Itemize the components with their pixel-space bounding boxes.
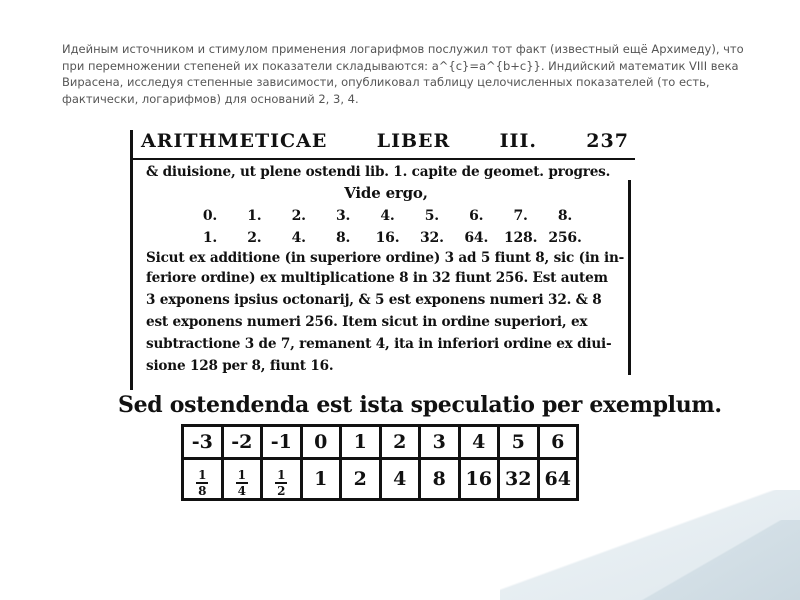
book-text-line: subtractione 3 de 7, remanent 4, ita in inferiori ordine ex diui- — [146, 336, 612, 352]
exponent-power-table — [181, 424, 579, 501]
fraction-denominator: 8 — [198, 483, 207, 498]
table-cell-fraction — [222, 459, 262, 500]
table-cell: 4 — [380, 459, 420, 500]
exponent-value: 7. — [513, 208, 528, 224]
header-roman-text: III. — [499, 130, 537, 152]
table-cell: 1 — [301, 459, 341, 500]
table-cell: 64 — [538, 459, 578, 500]
fraction-denominator: 2 — [277, 483, 286, 498]
power-value: 128. — [503, 230, 538, 246]
exponent-value: 2. — [291, 208, 306, 224]
fraction-numerator: 1 — [277, 467, 286, 482]
table-cell: -3 — [183, 426, 223, 459]
table-row — [183, 459, 578, 500]
page-left-rule — [130, 130, 133, 390]
table-cell: -2 — [222, 426, 262, 459]
exponent-value: 8. — [557, 208, 573, 224]
table-cell-fraction — [262, 459, 302, 500]
decorative-corner-shape-dark — [620, 520, 800, 600]
exponent-value: 0. — [202, 208, 218, 224]
power-value: 4. — [291, 230, 306, 246]
power-value: 1. — [202, 230, 218, 246]
table-cell: 5 — [499, 426, 539, 459]
page-running-header — [141, 130, 629, 160]
table-cell: 16 — [459, 459, 499, 500]
exponent-value: 1. — [247, 208, 262, 224]
fraction-numerator: 1 — [198, 467, 207, 482]
exponent-value: 5. — [424, 208, 439, 224]
power-value: 16. — [375, 230, 400, 246]
exponent-value: 6. — [469, 208, 484, 224]
exponents-row — [190, 208, 585, 224]
power-value: 32. — [419, 230, 444, 246]
table-cell-fraction — [183, 459, 223, 500]
table-cell: 2 — [341, 459, 381, 500]
power-value: 256. — [548, 230, 582, 246]
fraction-denominator: 4 — [237, 483, 246, 498]
header-center-text: LIBER — [376, 130, 451, 152]
book-text-line: feriore ordine) ex multiplicatione 8 in 32 fiunt 256. Est autem — [146, 270, 608, 286]
book-text-line: Sicut ex additione (in superiore ordine) 3 ad 5 fiunt 8, sic (in in- — [146, 250, 625, 266]
book-text-line: Vide ergo, — [344, 184, 428, 202]
fraction-numerator: 1 — [237, 467, 246, 482]
book-text-line: est exponens numeri 256. Item sicut in ordine superiori, ex — [146, 314, 588, 330]
table-cell: 8 — [420, 459, 460, 500]
table-cell: 2 — [380, 426, 420, 459]
example-heading: Sed ostendenda est ista speculatio per exemplum. — [118, 392, 722, 418]
table-cell: 32 — [499, 459, 539, 500]
power-value: 8. — [336, 230, 351, 246]
table-cell: 4 — [459, 426, 499, 459]
book-text-line: 3 exponens ipsius octonarij, & 5 est exponens numeri 32. & 8 — [146, 292, 602, 308]
power-value: 2. — [247, 230, 262, 246]
header-underline — [130, 158, 635, 160]
table-cell: 0 — [301, 426, 341, 459]
table-cell: 1 — [341, 426, 381, 459]
page-number: 237 — [586, 130, 629, 152]
page-right-rule — [628, 180, 631, 375]
header-left-text: ARITHMETICAE — [141, 130, 328, 152]
book-text-line: & diuisione, ut plene ostendi lib. 1. capite de geomet. progres. — [146, 164, 611, 180]
power-value: 64. — [464, 230, 489, 246]
book-text-line: sione 128 per 8, fiunt 16. — [146, 358, 334, 374]
intro-paragraph: Идейным источником и стимулом применения логарифмов послужил тот факт (известный ещё Архимеду), что при перемножении степеней их показатели складываются: a^{c}=a^{b+c}}. Индийский математик VIII века Вирасена, исследуя степенные зависимости, опубликовал таблицу целочисленных показателей (то есть, фактически, логарифмов) для оснований 2, 3, 4. — [62, 42, 744, 106]
table-cell: -1 — [262, 426, 302, 459]
powers-row — [190, 230, 585, 246]
exponent-value: 3. — [336, 208, 351, 224]
table-row — [183, 426, 578, 459]
table-cell: 6 — [538, 426, 578, 459]
table-cell: 3 — [420, 426, 460, 459]
scanned-book-page-image — [108, 120, 722, 512]
exponent-value: 4. — [380, 208, 395, 224]
